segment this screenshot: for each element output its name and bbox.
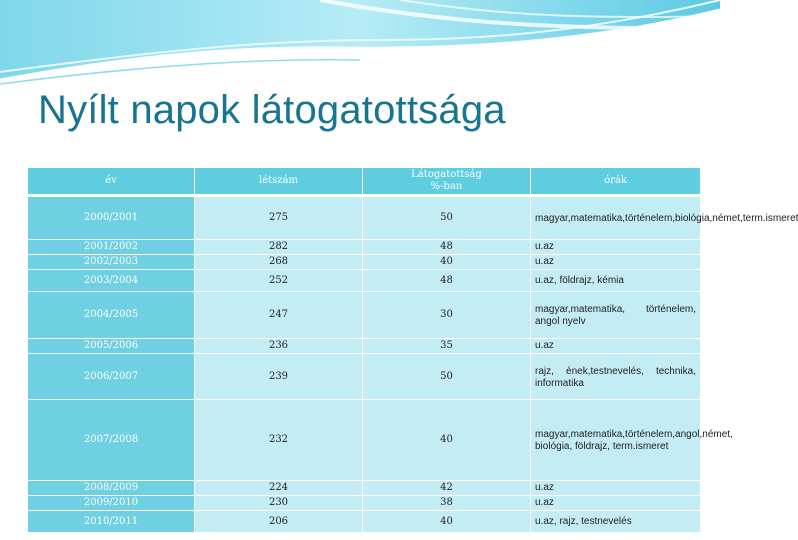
header-attendance: [363, 168, 531, 196]
cell-classes: u.az: [531, 255, 701, 270]
header-attendance-line2: %-ban: [430, 181, 463, 192]
cell-year: 2005/2006: [28, 339, 195, 354]
cell-classes: magyar,matematika, történelem, angol nyelv: [531, 292, 701, 339]
table-row: [28, 270, 701, 292]
header-wave-decoration: [0, 0, 720, 90]
table-row: [28, 481, 701, 496]
cell-classes: u.az: [531, 339, 701, 354]
cell-classes: magyar,matematika,történelem,biológia,német,term.ismeret: [531, 196, 701, 240]
cell-count: 239: [195, 354, 363, 400]
table-row: [28, 354, 701, 400]
table-row: [28, 511, 701, 533]
cell-count: 236: [195, 339, 363, 354]
cell-year: 2001/2002: [28, 240, 195, 255]
cell-pct: 42: [363, 481, 531, 496]
table-row: [28, 255, 701, 270]
cell-year: 2008/2009: [28, 481, 195, 496]
header-count: létszám: [195, 168, 363, 196]
cell-classes: u.az: [531, 496, 701, 511]
cell-count: 232: [195, 400, 363, 481]
table-header-row: [28, 168, 701, 196]
cell-year: 2004/2005: [28, 292, 195, 339]
cell-count: 247: [195, 292, 363, 339]
cell-classes: u.az, földrajz, kémia: [531, 270, 701, 292]
cell-classes: u.az: [531, 481, 701, 496]
cell-pct: 50: [363, 196, 531, 240]
cell-pct: 40: [363, 400, 531, 481]
cell-count: 275: [195, 196, 363, 240]
table-row: [28, 240, 701, 255]
cell-year: 2007/2008: [28, 400, 195, 481]
cell-classes: u.az: [531, 240, 701, 255]
cell-pct: 40: [363, 255, 531, 270]
cell-count: 252: [195, 270, 363, 292]
cell-classes: u.az, rajz, testnevelés: [531, 511, 701, 533]
header-year: év: [28, 168, 195, 196]
cell-year: 2010/2011: [28, 511, 195, 533]
slide-title: Nyílt napok látogatottsága: [38, 88, 506, 132]
cell-count: 230: [195, 496, 363, 511]
cell-pct: 38: [363, 496, 531, 511]
cell-year: 2003/2004: [28, 270, 195, 292]
cell-year: 2000/2001: [28, 196, 195, 240]
cell-classes: rajz, ének,testnevelés, technika, informatika: [531, 354, 701, 400]
table-row: [28, 400, 701, 481]
cell-count: 282: [195, 240, 363, 255]
table-row: [28, 339, 701, 354]
cell-pct: 40: [363, 511, 531, 533]
cell-pct: 48: [363, 240, 531, 255]
header-attendance-line1: Látogatottság: [411, 169, 482, 180]
cell-pct: 30: [363, 292, 531, 339]
cell-count: 224: [195, 481, 363, 496]
cell-pct: 35: [363, 339, 531, 354]
cell-year: 2002/2003: [28, 255, 195, 270]
header-classes: órák: [531, 168, 701, 196]
cell-year: 2009/2010: [28, 496, 195, 511]
cell-pct: 50: [363, 354, 531, 400]
table-row: [28, 196, 701, 240]
cell-count: 268: [195, 255, 363, 270]
cell-classes: magyar,matematika,történelem,angol,német, biológia, földrajz, term.ismeret: [531, 400, 701, 481]
cell-year: 2006/2007: [28, 354, 195, 400]
table-row: [28, 292, 701, 339]
cell-count: 206: [195, 511, 363, 533]
table-row: [28, 496, 701, 511]
attendance-table: [27, 167, 798, 533]
cell-pct: 48: [363, 270, 531, 292]
